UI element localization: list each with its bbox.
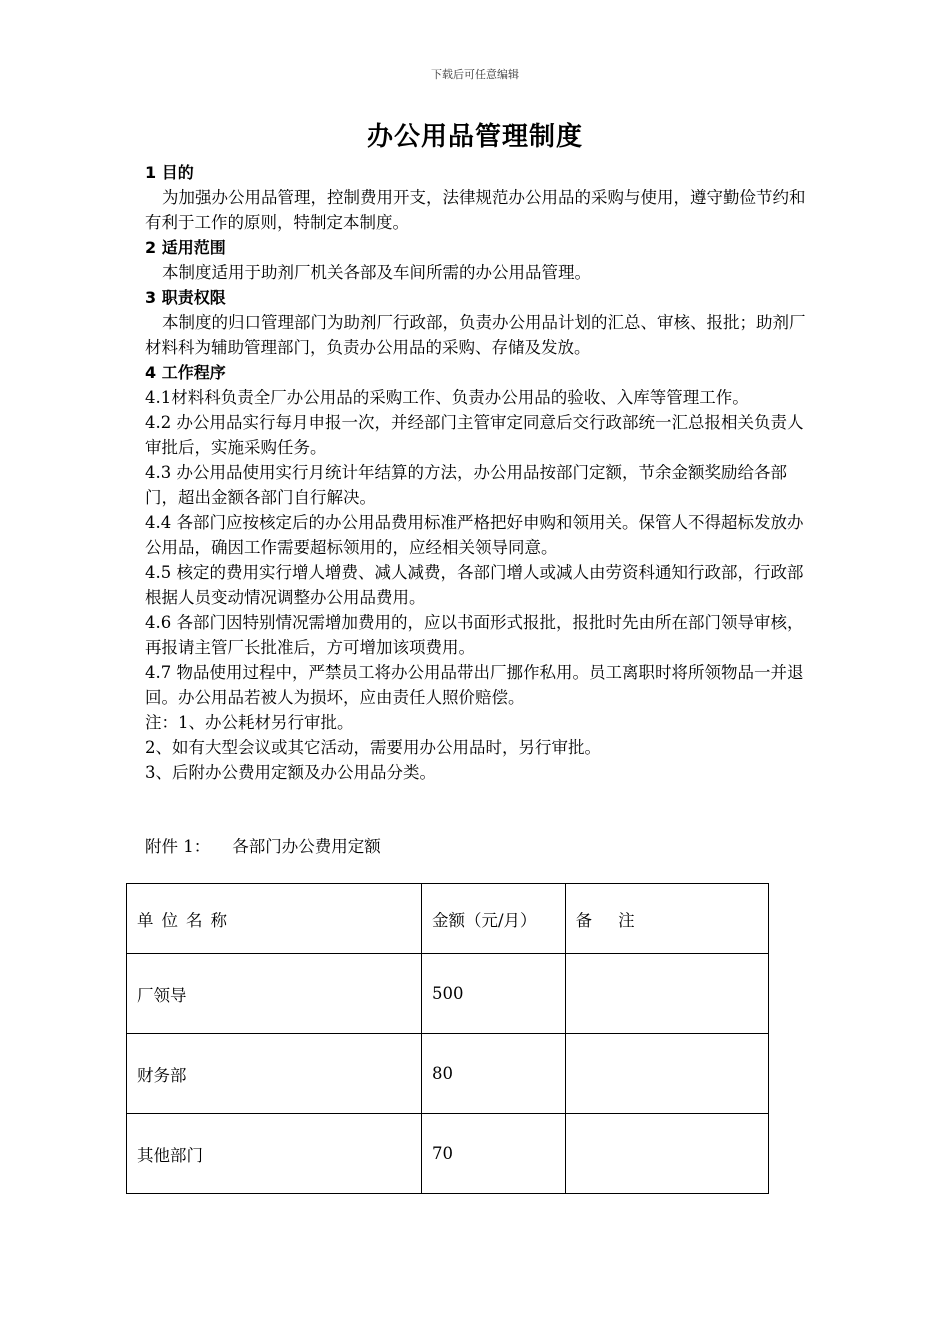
appendix-caption (145, 834, 381, 859)
table-header-row (127, 884, 769, 954)
cell-unit: 其他部门 (127, 1114, 422, 1194)
note-line: 3、后附办公费用定额及办公用品分类。 (145, 763, 436, 782)
note-line: 注：1、办公耗材另行审批。 (145, 713, 354, 732)
procedure-item: 4.4 各部门应按核定后的办公用品费用标准严格把好申购和领用关。保管人不得超标发放办公用品，确因工作需要超标领用的，应经相关领导同意。 (145, 513, 804, 557)
cell-remark (565, 1114, 768, 1194)
section-text-responsibility: 本制度的归口管理部门为助剂厂行政部，负责办公用品计划的汇总、审核、报批；助剂厂材料科为辅助管理部门，负责办公用品的采购、存储及发放。 (145, 313, 806, 357)
table-row (127, 1034, 769, 1114)
quota-table (126, 883, 769, 1194)
section-text-purpose: 为加强办公用品管理，控制费用开支，法律规范办公用品的采购与使用，遵守勤俭节约和有利于工作的原则，特制定本制度。 (145, 188, 806, 232)
cell-remark (565, 954, 768, 1034)
header-unit-name: 单位名称 (127, 884, 422, 954)
section-heading-purpose: 1 目的 (145, 163, 194, 182)
table-row (127, 954, 769, 1034)
note-line: 2、如有大型会议或其它活动，需要用办公用品时，另行审批。 (145, 738, 601, 757)
section-heading-scope: 2 适用范围 (145, 238, 226, 257)
procedure-item: 4.6 各部门因特别情况需增加费用的，应以书面形式报批，报批时先由所在部门领导审核，再报请主管厂长批准后，方可增加该项费用。 (145, 613, 804, 657)
procedure-item: 4.3 办公用品使用实行月统计年结算的方法，办公用品按部门定额，节余金额奖励给各部门，超出金额各部门自行解决。 (145, 463, 787, 507)
procedure-item: 4.5 核定的费用实行增人增费、减人减费，各部门增人或减人由劳资科通知行政部，行政部根据人员变动情况调整办公用品费用。 (145, 563, 804, 607)
cell-remark (565, 1034, 768, 1114)
cell-unit: 财务部 (127, 1034, 422, 1114)
appendix-label: 附件 1： (145, 837, 211, 856)
cell-amount: 500 (421, 954, 565, 1034)
procedure-item: 4.2 办公用品实行每月申报一次，并经部门主管审定同意后交行政部统一汇总报相关负责人审批后，实施采购任务。 (145, 413, 804, 457)
header-note: 下载后可任意编辑 (431, 68, 519, 81)
section-heading-procedure: 4 工作程序 (145, 363, 226, 382)
procedure-item: 4.1材料科负责全厂办公用品的采购工作、负责办公用品的验收、入库等管理工作。 (145, 388, 749, 407)
cell-amount: 70 (421, 1114, 565, 1194)
procedure-item: 4.7 物品使用过程中，严禁员工将办公用品带出厂挪作私用。员工离职时将所领物品一并退回。办公用品若被人为损坏，应由责任人照价赔偿。 (145, 663, 804, 707)
cell-amount: 80 (421, 1034, 565, 1114)
document-body (145, 160, 810, 785)
document-title: 办公用品管理制度 (366, 122, 583, 152)
section-text-scope: 本制度适用于助剂厂机关各部及车间所需的办公用品管理。 (162, 263, 591, 282)
section-heading-responsibility: 3 职责权限 (145, 288, 226, 307)
appendix-name: 各部门办公费用定额 (232, 837, 381, 856)
header-amount: 金额（元/月） (421, 884, 565, 954)
header-remark: 备注 (565, 884, 768, 954)
cell-unit: 厂领导 (127, 954, 422, 1034)
table-row (127, 1114, 769, 1194)
